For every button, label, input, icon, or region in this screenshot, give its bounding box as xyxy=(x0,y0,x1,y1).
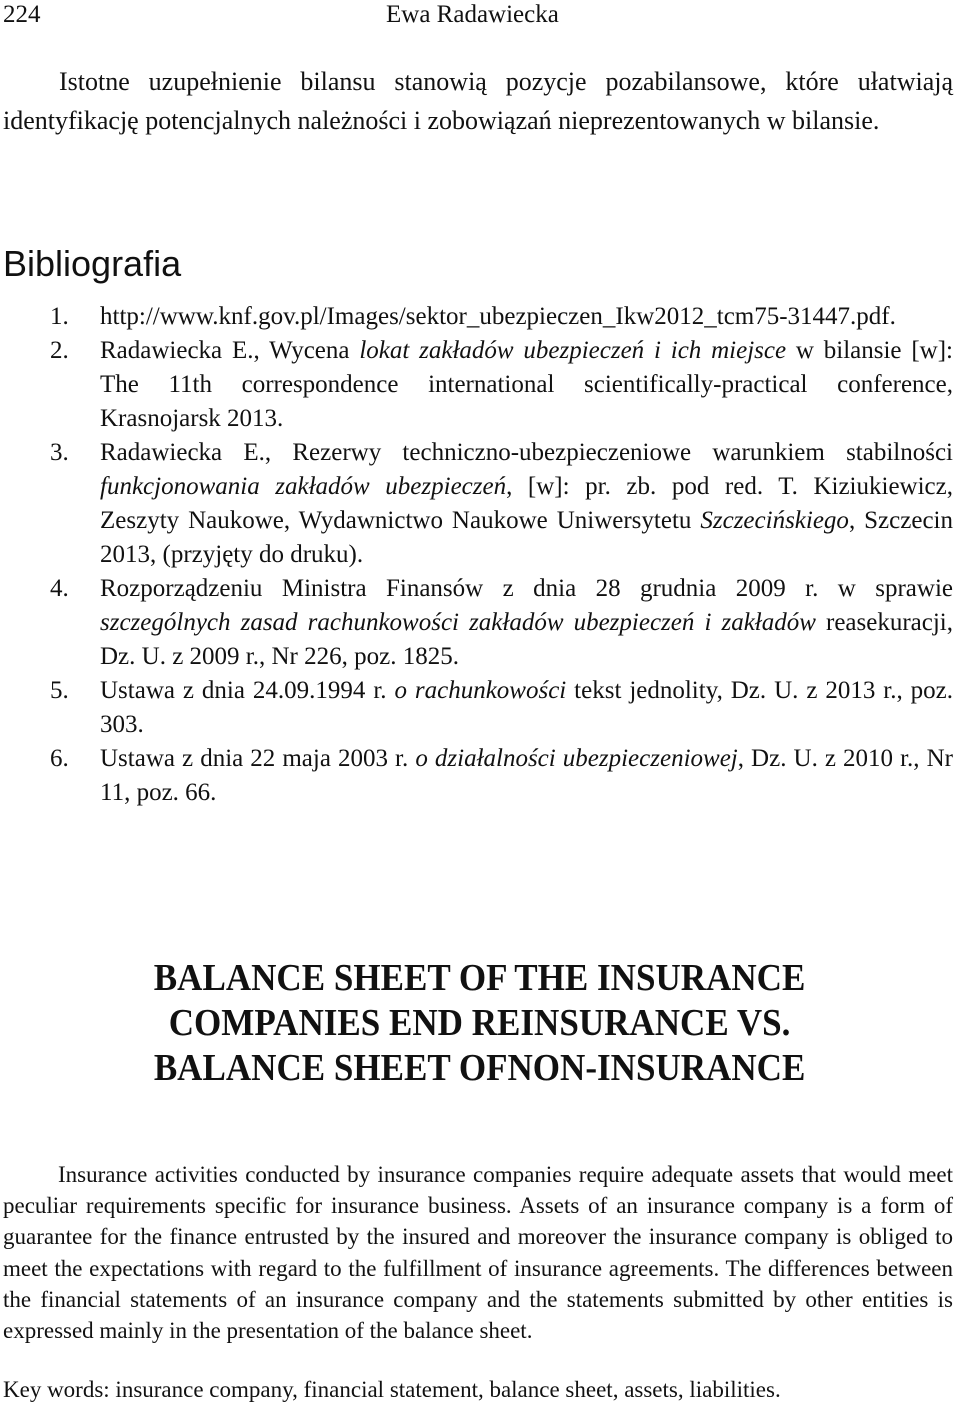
bibliography-item xyxy=(3,300,953,334)
bibliography-item xyxy=(3,674,953,742)
bibliography-item-number: 5. xyxy=(50,677,69,704)
bibliography-item-number: 3. xyxy=(50,439,69,466)
bib-text-part: reasekuracji, Dz. U. z 2009 r., Nr 226, poz. 1825. xyxy=(100,609,953,670)
intro-paragraph xyxy=(3,63,953,140)
bibliography-item-text xyxy=(100,572,953,674)
bibliography-item-text xyxy=(100,334,953,436)
running-header-author: Ewa Radawiecka xyxy=(386,1,559,28)
bibliography-heading: Bibliografia xyxy=(3,243,182,284)
bib-title-italic: Szczecińskiego xyxy=(700,507,849,534)
bibliography-item-number: 6. xyxy=(50,745,69,772)
keywords-line: Key words: insurance company, financial statement, balance sheet, assets, liabilities. xyxy=(3,1377,781,1402)
bibliography-item-text xyxy=(100,436,953,572)
bibliography-item-number: 4. xyxy=(50,575,69,602)
bib-text-part: Radawiecka E., Rezerwy techniczno-ubezpieczeniowe warunkiem stabilności xyxy=(100,439,953,466)
english-title-line: BALANCE SHEET OFNON-INSURANCE xyxy=(153,1047,806,1089)
bib-text-part: Ustawa z dnia 24.09.1994 r. xyxy=(100,677,395,704)
abstract-text: Insurance activities conducted by insurance companies require adequate assets that would meet peculiar requirements specific for insurance business. Assets of an insurance company is a form of guarantee for the finance entrusted by the insured and moreover the insurance company is obliged to meet the expectations with regard to the fulfillment of insurance agreements. The differences between the financial statements of an insurance company and the statements submitted by other entities is expressed mainly in the presentation of the balance sheet. xyxy=(3,1162,953,1344)
bib-text-part: Radawiecka E., Wycena xyxy=(100,337,360,364)
bibliography-item-link[interactable]: http://www.knf.gov.pl/Images/sektor_ubezpieczen_Ikw2012_tcm75-31447.pdf. xyxy=(100,303,896,330)
abstract-paragraph xyxy=(3,1159,953,1346)
bibliography-item-text xyxy=(100,674,953,742)
bib-text-part: , Szczecin 2013, (przyjęty do druku). xyxy=(100,507,953,568)
bib-title-italic: o działalności ubezpieczeniowej xyxy=(415,745,738,772)
running-header xyxy=(0,0,960,30)
bib-text-part: w bilansie [w]: The 11th correspondence international scientifically-practical conference, Krasnojarsk 2013. xyxy=(100,337,953,432)
bib-text-part: , [w]: pr. zb. pod red. T. Kiziukiewicz, Zeszyty Naukowe, Wydawnictwo Naukowe Uniwersytetu xyxy=(100,473,953,534)
bibliography-item xyxy=(3,572,953,674)
english-title-line: BALANCE SHEET OF THE INSURANCE xyxy=(153,957,806,999)
bib-title-italic: szczególnych zasad rachunkowości zakładów ubezpieczeń i zakładów xyxy=(100,609,816,636)
bib-text-part: Rozporządzeniu Ministra Finansów z dnia 28 grudnia 2009 r. w sprawie xyxy=(100,575,953,602)
english-title-line: COMPANIES END REINSURANCE VS. xyxy=(168,1002,791,1044)
bibliography-item xyxy=(3,334,953,436)
bibliography-item xyxy=(3,436,953,572)
bibliography-item-number: 1. xyxy=(50,303,69,330)
bibliography-item xyxy=(3,742,953,810)
bib-text-part: Ustawa z dnia 22 maja 2003 r. xyxy=(100,745,416,772)
bib-text-part: , Dz. U. z 2010 r., Nr 11, poz. 66. xyxy=(100,745,953,806)
page-number: 224 xyxy=(3,1,41,28)
bibliography-list xyxy=(3,300,953,810)
bibliography-item-number: 2. xyxy=(50,337,69,364)
english-title xyxy=(0,956,959,1091)
bib-title-italic: o rachunkowości xyxy=(394,677,567,704)
intro-text: Istotne uzupełnienie bilansu stanowią pozycje pozabilansowe, które ułatwiają identyfikację potencjalnych należności i zobowiązań nieprezentowanych w bilansie. xyxy=(3,67,953,135)
bibliography-item-text xyxy=(100,742,953,810)
bib-title-italic: lokat zakładów ubezpieczeń i ich miejsce xyxy=(359,337,787,364)
bib-title-italic: funkcjonowania zakładów ubezpieczeń xyxy=(100,473,507,500)
bib-text-part: tekst jednolity, Dz. U. z 2013 r., poz. 303. xyxy=(100,677,953,738)
